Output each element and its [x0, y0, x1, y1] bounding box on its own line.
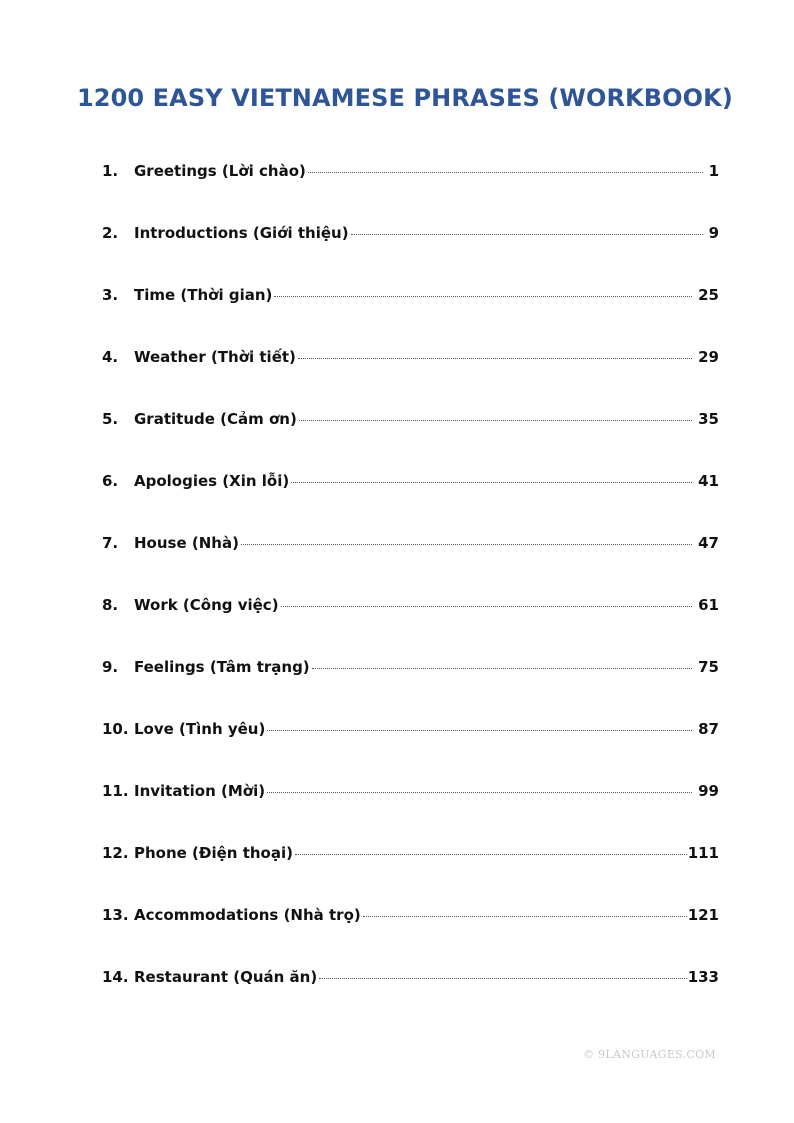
toc-entry-page: 35 [698, 410, 719, 428]
toc-entry-page: 9 [708, 224, 719, 242]
copyright-footer: © 9LANGUAGES.COM [583, 1048, 716, 1061]
toc-entry-number: 13. [102, 906, 129, 924]
toc-entry-label: Introductions (Giới thiệu) [134, 224, 349, 242]
page-title: 1200 EASY VIETNAMESE PHRASES (WORKBOOK) [77, 84, 733, 112]
toc-entry-number: 6. [102, 472, 119, 490]
toc-entry-page: 61 [698, 596, 719, 614]
toc-entry-number: 3. [102, 286, 119, 304]
toc-entry-page: 121 [687, 906, 719, 924]
toc-entry-number: 1. [102, 162, 119, 180]
toc-entry-label: Love (Tình yêu) [134, 720, 266, 738]
dot-leader [291, 482, 692, 483]
toc-entry-house[interactable] [102, 534, 719, 596]
dot-leader [308, 172, 703, 173]
toc-entry-page: 25 [698, 286, 719, 304]
toc-entry-phone[interactable] [102, 844, 719, 906]
toc-entry-label: Greetings (Lời chào) [134, 162, 306, 180]
dot-leader [281, 606, 693, 607]
dot-leader [319, 978, 687, 979]
toc-entry-number: 14. [102, 968, 129, 986]
toc-entry-number: 12. [102, 844, 129, 862]
toc-entry-page: 1 [708, 162, 719, 180]
toc-entry-label: Feelings (Tâm trạng) [134, 658, 310, 676]
toc-entry-greetings[interactable] [102, 162, 719, 224]
toc-entry-page: 87 [698, 720, 719, 738]
toc-entry-label: Weather (Thời tiết) [134, 348, 296, 366]
toc-entry-label: Invitation (Mời) [134, 782, 266, 800]
toc-entry-label: Accommodations (Nhà trọ) [134, 906, 361, 924]
dot-leader [298, 358, 692, 359]
toc-entry-accommodations[interactable] [102, 906, 719, 968]
toc-entry-gratitude[interactable] [102, 410, 719, 472]
toc-entry-number: 5. [102, 410, 119, 428]
dot-leader [363, 916, 687, 917]
toc-entry-restaurant[interactable] [102, 968, 719, 1030]
dot-leader [295, 854, 687, 855]
toc-entry-label: Work (Công việc) [134, 596, 279, 614]
toc-entry-number: 9. [102, 658, 119, 676]
toc-entry-page: 47 [698, 534, 719, 552]
table-of-contents [102, 162, 719, 1030]
toc-entry-page: 29 [698, 348, 719, 366]
toc-entry-introductions[interactable] [102, 224, 719, 286]
dot-leader [312, 668, 692, 669]
toc-entry-work[interactable] [102, 596, 719, 658]
toc-entry-label: Phone (Điện thoại) [134, 844, 293, 862]
toc-entry-time[interactable] [102, 286, 719, 348]
dot-leader [351, 234, 703, 235]
dot-leader [267, 792, 692, 793]
toc-entry-number: 10. [102, 720, 129, 738]
toc-entry-number: 2. [102, 224, 119, 242]
toc-entry-page: 41 [698, 472, 719, 490]
toc-entry-love[interactable] [102, 720, 719, 782]
toc-entry-page: 133 [687, 968, 719, 986]
toc-entry-apologies[interactable] [102, 472, 719, 534]
toc-entry-page: 111 [687, 844, 719, 862]
toc-entry-page: 99 [698, 782, 719, 800]
toc-entry-label: Restaurant (Quán ăn) [134, 968, 318, 986]
dot-leader [274, 296, 692, 297]
toc-entry-number: 11. [102, 782, 129, 800]
toc-entry-number: 7. [102, 534, 119, 552]
toc-entry-invitation[interactable] [102, 782, 719, 844]
dot-leader [267, 730, 692, 731]
toc-entry-weather[interactable] [102, 348, 719, 410]
toc-entry-number: 8. [102, 596, 119, 614]
toc-entry-label: Time (Thời gian) [134, 286, 273, 304]
toc-entry-label: House (Nhà) [134, 534, 239, 552]
toc-entry-number: 4. [102, 348, 119, 366]
toc-entry-label: Apologies (Xin lỗi) [134, 472, 290, 490]
dot-leader [241, 544, 692, 545]
toc-entry-feelings[interactable] [102, 658, 719, 720]
dot-leader [299, 420, 692, 421]
toc-entry-label: Gratitude (Cảm ơn) [134, 410, 297, 428]
toc-entry-page: 75 [698, 658, 719, 676]
